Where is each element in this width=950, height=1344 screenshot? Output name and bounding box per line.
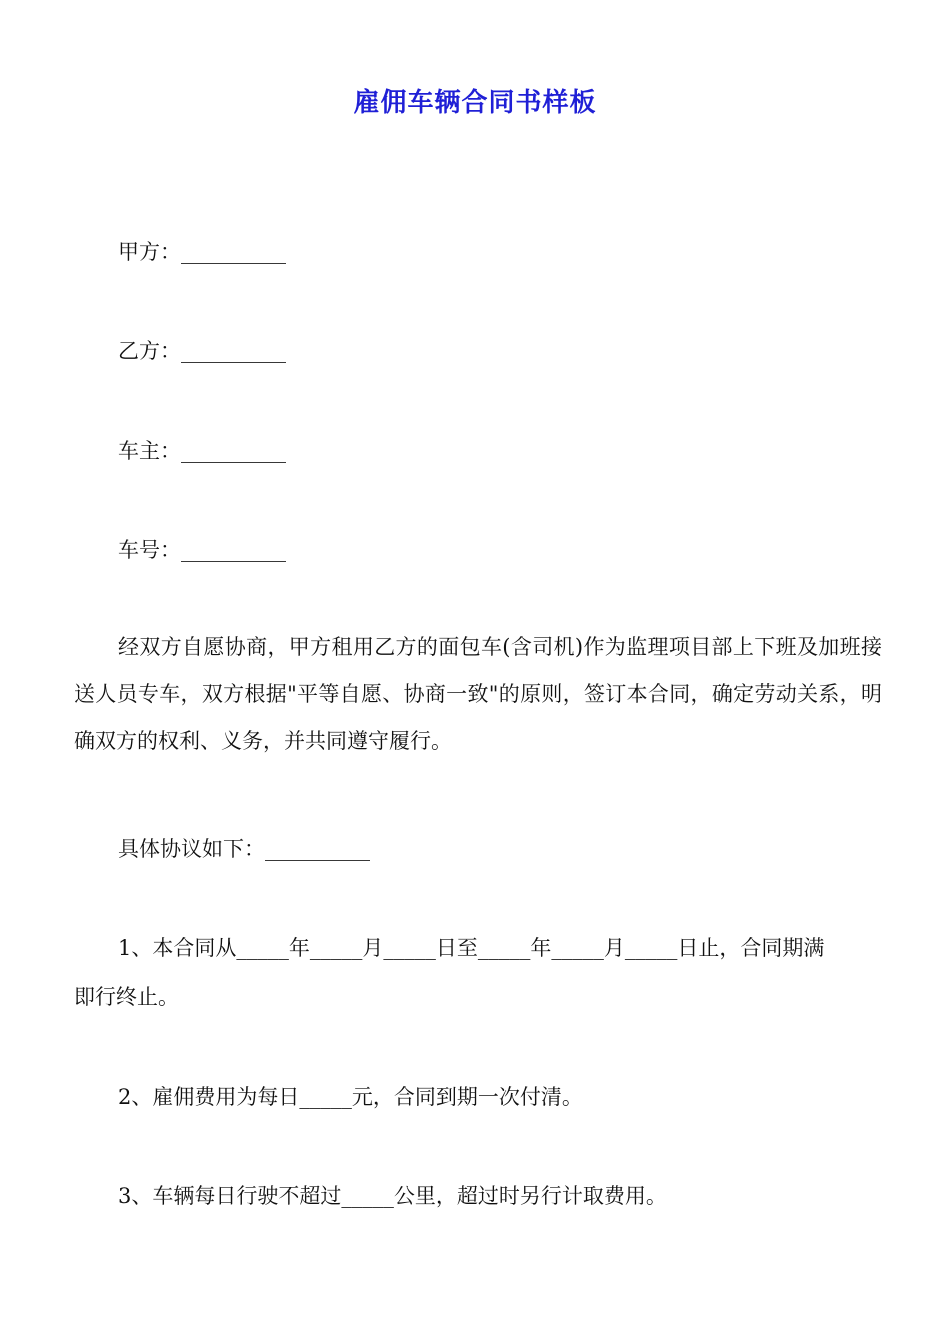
- intro-paragraph: 经双方自愿协商，甲方租用乙方的面包车(含司机)作为监理项目部上下班及加班接送人员专车，双方根据"平等自愿、协商一致"的原则，签订本合同，确定劳动关系，明确双方的权利、义务，并共同遵守履行。: [74, 635, 882, 753]
- document-title: 雇佣车辆合同书样板: [353, 88, 597, 118]
- clause-3: 3、车辆每日行驶不超过_____公里，超过时另行计取费用。: [118, 1184, 667, 1208]
- clause-1-line-2: 即行终止。: [74, 985, 179, 1009]
- clause-1-line-1: 1、本合同从_____年_____月_____日至_____年_____月_____日止，合同期满: [118, 936, 825, 960]
- plate-field: 车号：__________: [118, 538, 286, 562]
- party-a-field: 甲方：__________: [118, 240, 286, 264]
- owner-field: 车主：__________: [118, 439, 286, 463]
- party-b-field: 乙方：__________: [118, 339, 286, 363]
- agreement-heading: 具体协议如下：__________: [118, 837, 370, 861]
- clause-2: 2、雇佣费用为每日_____元，合同到期一次付清。: [118, 1085, 583, 1109]
